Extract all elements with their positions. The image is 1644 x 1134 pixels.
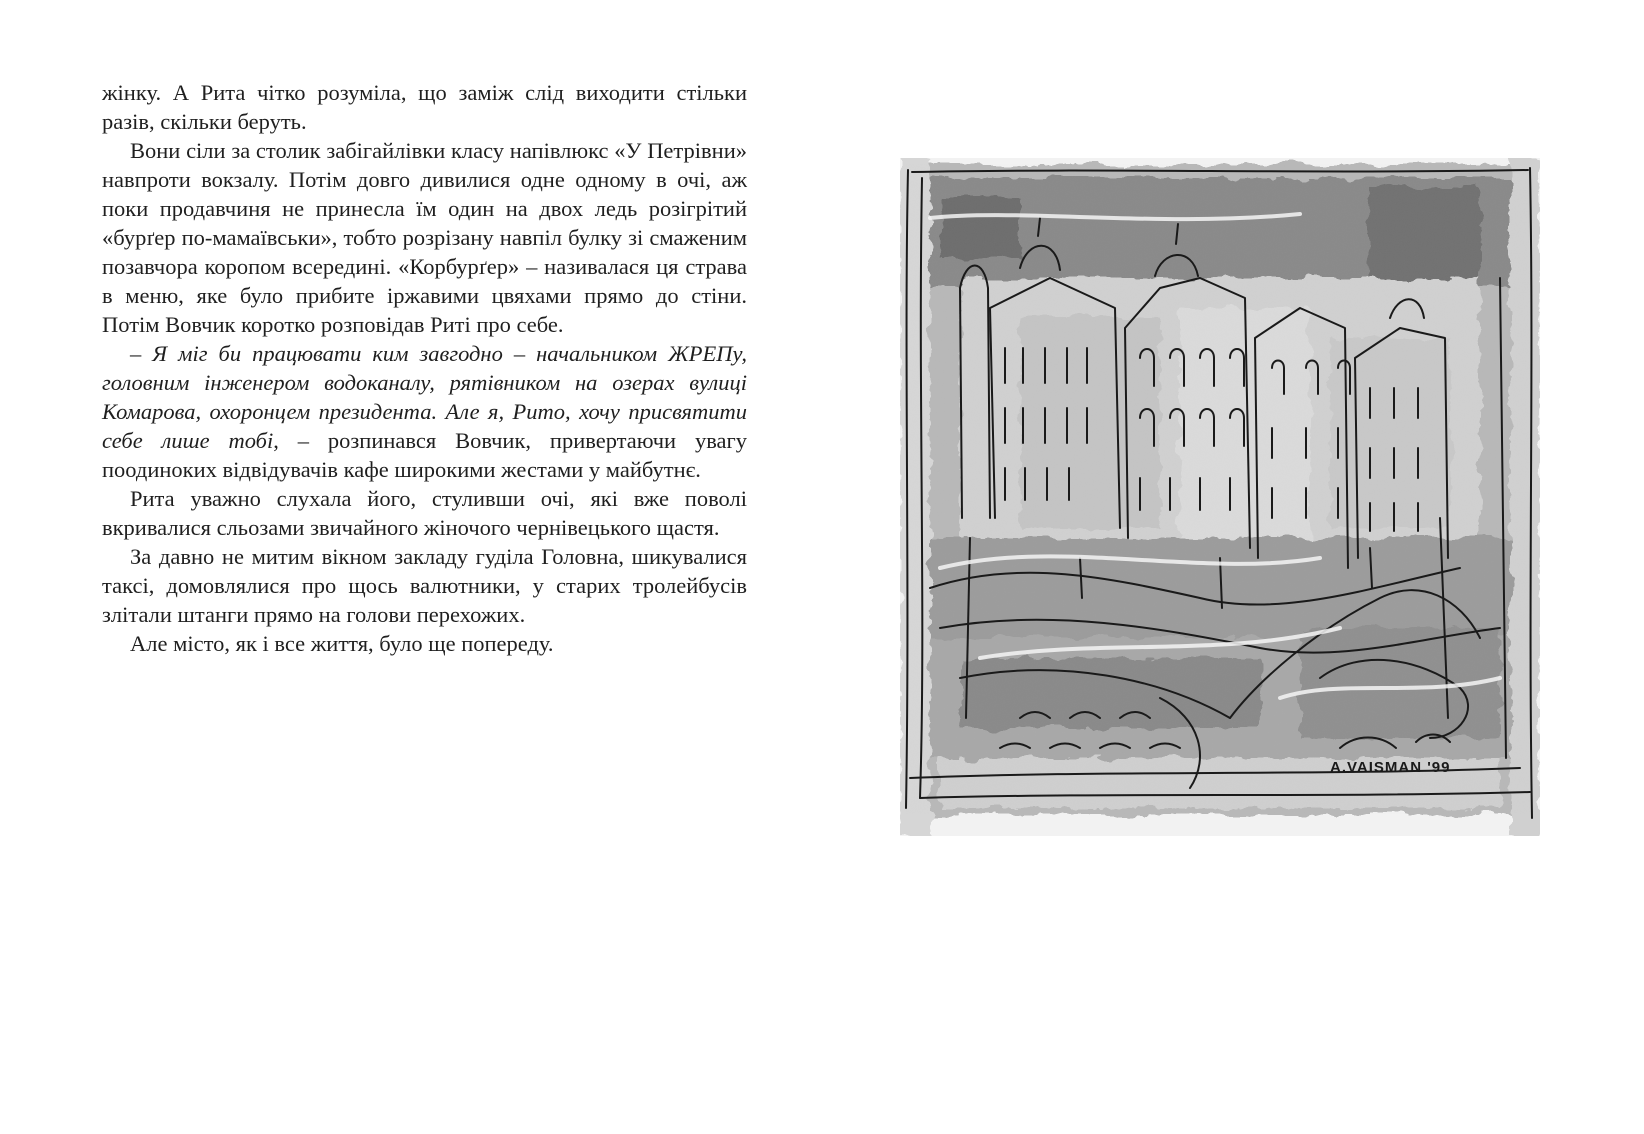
dialogue-speech: – Я міг би працювати ким завгодно – начальником ЖРЕПу, головним інженером водоканалу, рятівником на озерах вулиці Комарова, охоронцем президента. Але я, Рито, хочу присвятити себе лише тобі [102, 341, 747, 453]
painting-svg [900, 158, 1540, 836]
page-text [102, 78, 747, 658]
paragraph-4: Рита уважно слухала його, стуливши очі, які вже поволі вкривалися сльозами звичайного жіночого чернівецького щастя. [102, 486, 747, 540]
paragraph-1: жінку. А Рита чітко розуміла, що заміж слід виходити стільки разів, скільки беруть. [102, 80, 747, 134]
paragraph-6: Але місто, як і все життя, було ще попереду. [130, 631, 554, 656]
city-sketch-painting [900, 158, 1540, 836]
paragraph-5: За давно не митим вікном закладу гуділа Головна, шикувалися таксі, домовлялися про щось валютники, у старих тролейбусів злітали штанги прямо на голови перехожих. [102, 544, 747, 627]
dialogue-narration: , – розпинався Вовчик, привертаючи увагу поодиноких відвідувачів кафе широкими жестами у майбутнє. [102, 428, 747, 482]
paragraph-2: Вони сіли за столик забігайлівки класу напівлюкс «У Петрівни» навпроти вокзалу. Потім довго дивилися одне одному в очі, аж поки продавчиня не принесла їм один на двох ледь розігрітий «бурґер по-мамаївськи», тобто розрізану навпіл булку зі смаженим позавчора коропом всередині. «Корбурґер» – називалася ця страва в меню, яке було прибите іржавими цвяхами прямо до стіни. Потім Вовчик коротко розповідав Риті про себе. [102, 138, 747, 337]
artist-signature: A.VAISMAN '99 [1330, 759, 1451, 776]
paragraph-3-dialogue [102, 339, 747, 484]
